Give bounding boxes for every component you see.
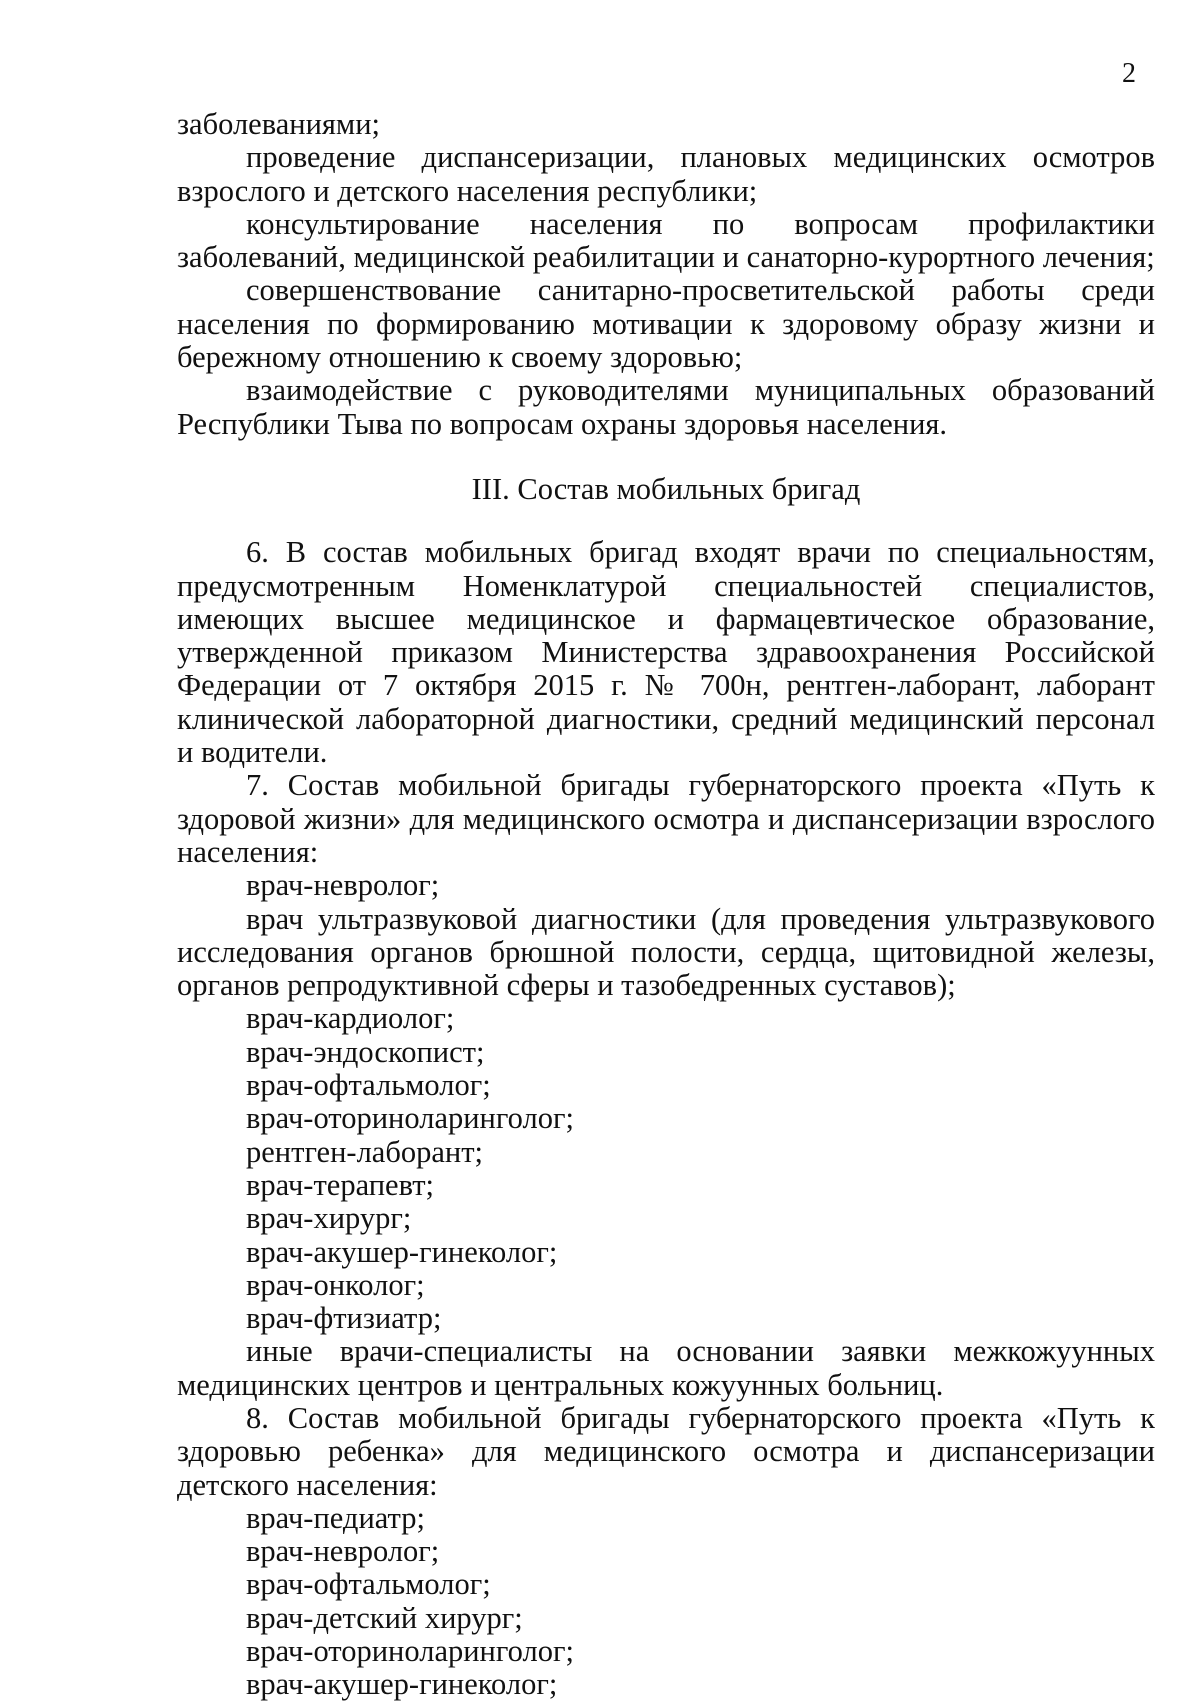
adult-brigade-item: врач-невролог; (246, 868, 440, 903)
adult-brigade-item: врач-акушер-гинеколог; (246, 1234, 558, 1269)
task-item: консультирование населения по вопросам профилактики заболеваний, медицинской реабилитации и санаторно-курортного лечения; (177, 206, 1155, 275)
child-brigade-item: врач-акушер-гинеколог; (246, 1667, 558, 1702)
child-brigade-item: врач-детский хирург; (246, 1600, 523, 1635)
adult-brigade-item: врач-оториноларинголог; (246, 1101, 574, 1136)
document-body (177, 108, 1155, 1702)
adult-brigade-item: врач-терапевт; (246, 1167, 435, 1202)
paragraph-6: 6. В состав мобильных бригад входят врачи по специальностям, предусмотренным Номенклатурой специальностей специалистов, имеющих высшее медицинское и фармацевтическое образование, утвержденной приказом Министерства здравоохранения Российской Федерации от 7 октября 2015 г. № 700н, рентген-лаборант, лаборант клинической лабораторной диагностики, средний медицинский персонал и водители. (177, 535, 1155, 770)
task-item: взаимодействие с руководителями муниципальных образований Республики Тыва по вопросам охраны здоровья населения. (177, 373, 1155, 441)
adult-brigade-item: иные врачи-специалисты на основании заявки межкожуунных медицинских центров и центральных кожуунных больниц. (177, 1334, 1155, 1402)
adult-brigade-item: врач-онколог; (246, 1267, 425, 1302)
adult-brigade-item: рентген-лаборант; (246, 1134, 484, 1169)
page-number: 2 (1122, 58, 1136, 89)
child-brigade-item: врач-офтальмолог; (246, 1567, 491, 1602)
task-item: проведение диспансеризации, плановых медицинских осмотров взрослого и детского населения республики; (177, 140, 1155, 208)
adult-brigade-item: врач-хирург; (246, 1201, 412, 1236)
paragraph-8: 8. Состав мобильной бригады губернаторского проекта «Путь к здоровью ребенка» для медицинского осмотра и диспансеризации детского населения: (177, 1400, 1155, 1502)
child-brigade-item: врач-невролог; (246, 1534, 440, 1569)
adult-brigade-item: врач-кардиолог; (246, 1001, 455, 1036)
adult-brigade-item: врач ультразвуковой диагностики (для проведения ультразвукового исследования органов брюшной полости, сердца, щитовидной железы, органов репродуктивной сферы и тазобедренных суставов); (177, 901, 1155, 1003)
section-heading: III. Состав мобильных бригад (471, 471, 861, 506)
child-brigade-item: врач-педиатр; (246, 1500, 425, 1535)
adult-brigade-item: врач-фтизиатр; (246, 1301, 442, 1336)
continuation-text: заболеваниями; (177, 107, 381, 141)
task-item: совершенствование санитарно-просветительской работы среди населения по формированию мотивации к здоровому образу жизни и бережному отношению к своему здоровью; (177, 273, 1155, 375)
adult-brigade-item: врач-офтальмолог; (246, 1068, 491, 1103)
paragraph-7: 7. Состав мобильной бригады губернаторского проекта «Путь к здоровой жизни» для медицинского осмотра и диспансеризации взрослого населения: (177, 768, 1155, 869)
child-brigade-item: врач-оториноларинголог; (246, 1634, 574, 1669)
adult-brigade-item: врач-эндоскопист; (246, 1034, 485, 1069)
